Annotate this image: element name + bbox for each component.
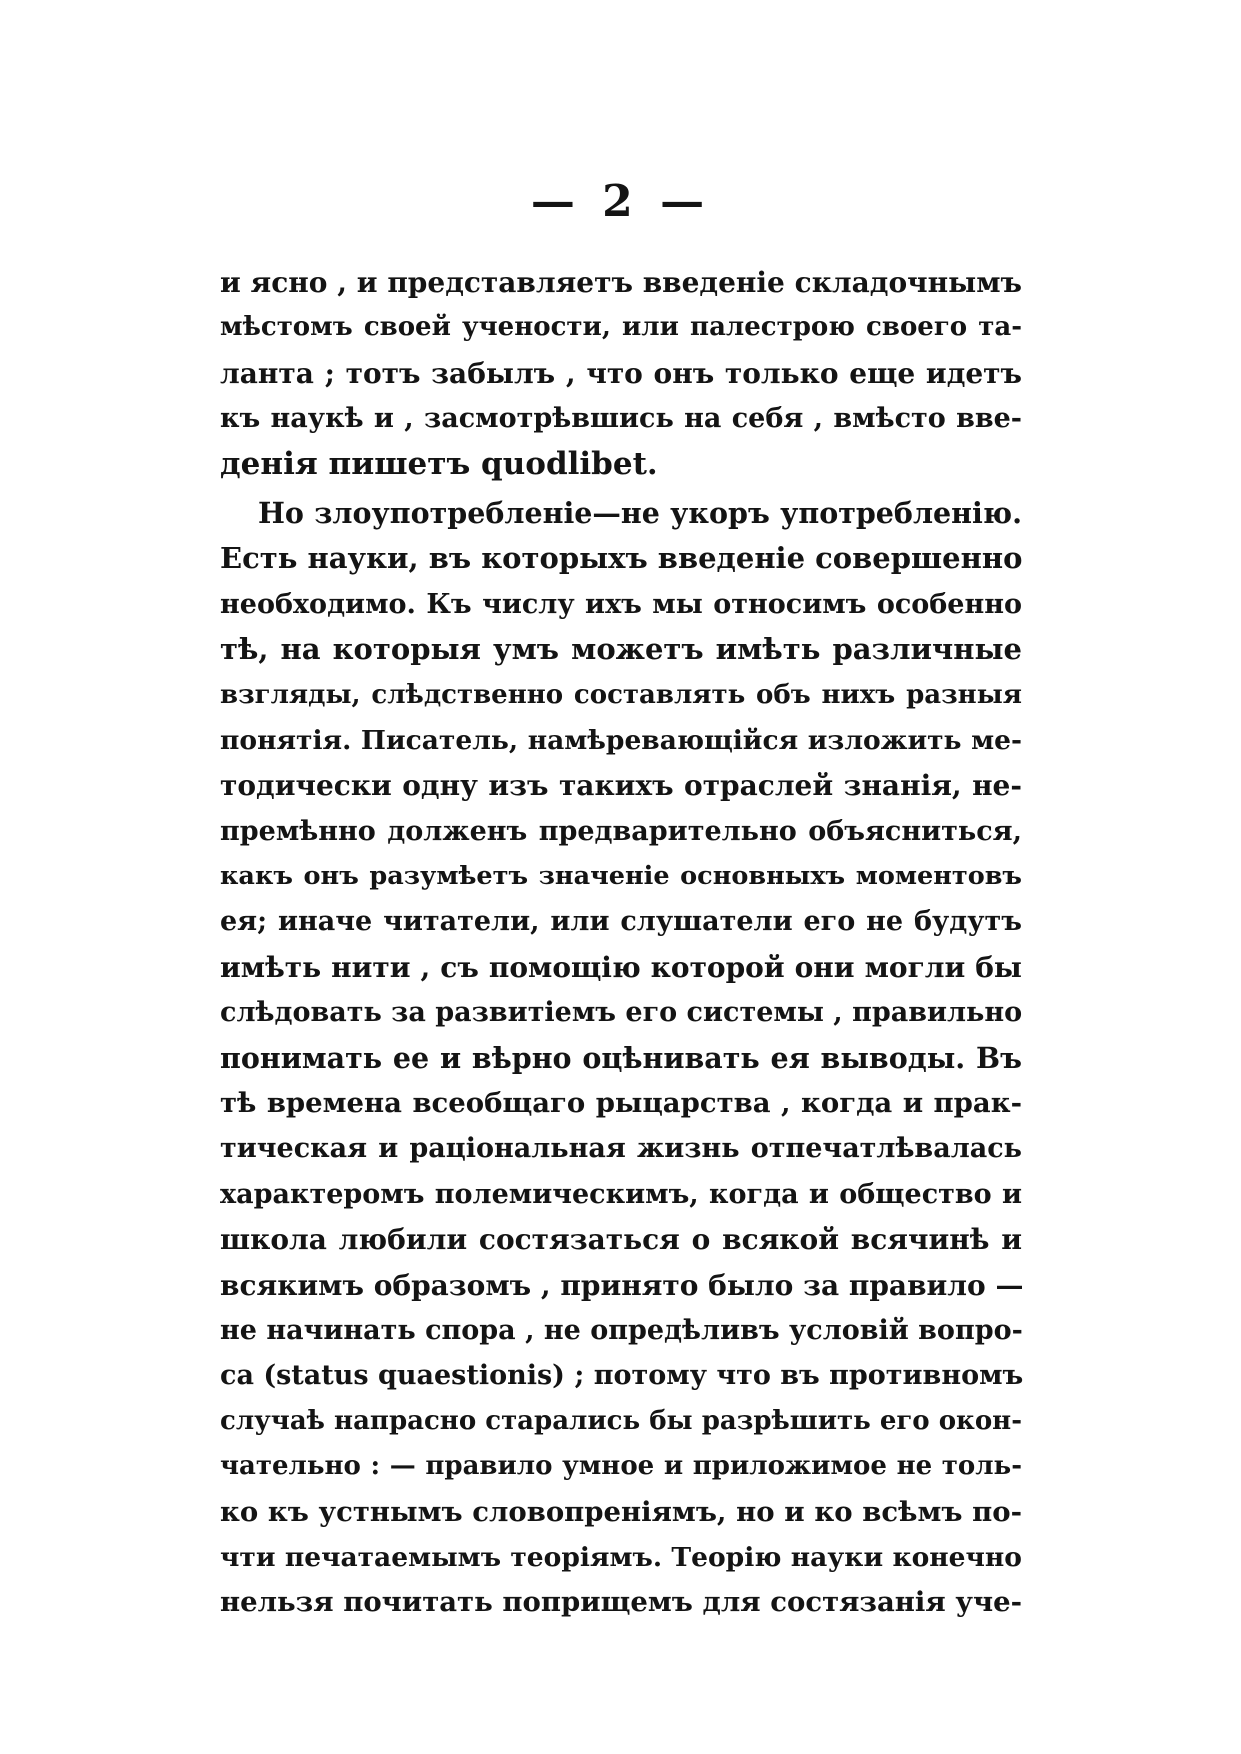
text-line: какъ онъ разумѣетъ значеніе основныхъ моментовъ: [220, 861, 1022, 892]
text-line: взгляды, слѣдственно составлять объ нихъ разныя: [220, 679, 1022, 710]
text-line: имѣть нити , съ помощію которой они могли бы: [220, 950, 1022, 984]
text-line: слѣдовать за развитіемъ его системы , правильно: [220, 997, 1023, 1029]
text-line: ея; иначе читатели, или слушатели его не будутъ: [220, 906, 1022, 938]
text-line: чательно : — правило умное и приложимое не толь-: [220, 1451, 1022, 1482]
text-line: не начинать спора , не опредѣливъ условій вопро-: [220, 1314, 1023, 1346]
text-line: понимать ее и вѣрно оцѣнивать ея выводы. Въ: [220, 1040, 1022, 1075]
text-line: тическая и раціональная жизнь отпечатлѣвалась: [220, 1133, 1022, 1165]
paragraph-start-line: Но злоупотребленіе—не укоръ употребленію.: [258, 495, 1022, 530]
text-line: ланта ; тотъ забылъ , что онъ только еще идетъ: [220, 356, 1022, 390]
page-number: — 2 —: [530, 176, 711, 227]
text-line: денія пишетъ quodlibet.: [220, 445, 658, 482]
text-line: са (status quaestionis) ; потому что въ противномъ: [220, 1360, 1024, 1392]
text-line: характеромъ полемическимъ, когда и общество и: [220, 1178, 1022, 1210]
text-line: случаѣ напрасно старались бы разрѣшить его окон-: [220, 1405, 1022, 1436]
text-line: и ясно , и представляетъ введеніе складочнымъ: [220, 266, 1022, 299]
text-line: къ наукѣ и , засмотрѣвшись на себя , вмѣсто вве-: [220, 403, 1022, 435]
text-line: нельзя почитать поприщемъ для состязанія уче-: [220, 1586, 1022, 1619]
text-line: необходимо. Къ числу ихъ мы относимъ особенно: [220, 588, 1022, 620]
text-line: тѣ, на которыя умъ можетъ имѣть различные: [220, 632, 1022, 667]
text-line: чти печатаемымъ теоріямъ. Теорію науки конечно: [220, 1541, 1022, 1573]
text-line: тѣ времена всеобщаго рыцарства , когда и прак-: [220, 1087, 1022, 1120]
text-line: Есть науки, въ которыхъ введеніе совершенно: [220, 541, 1023, 576]
text-line: всякимъ образомъ , принято было за правило —: [220, 1268, 1024, 1302]
text-line: понятія. Писатель, намѣревающійся изложить ме-: [220, 724, 1022, 756]
body-text: [220, 260, 1022, 1626]
text-line: мѣстомъ своей учености, или палестрою своего та-: [220, 312, 1022, 343]
text-line: школа любили состязаться о всякой всячинѣ и: [220, 1223, 1022, 1257]
text-line: тодически одну изъ такихъ отраслей знанія, не-: [220, 769, 1022, 803]
text-line: ко къ устнымъ словопреніямъ, но и ко всѣмъ по-: [220, 1495, 1022, 1528]
text-line: премѣнно долженъ предварительно объясниться,: [220, 815, 1022, 847]
